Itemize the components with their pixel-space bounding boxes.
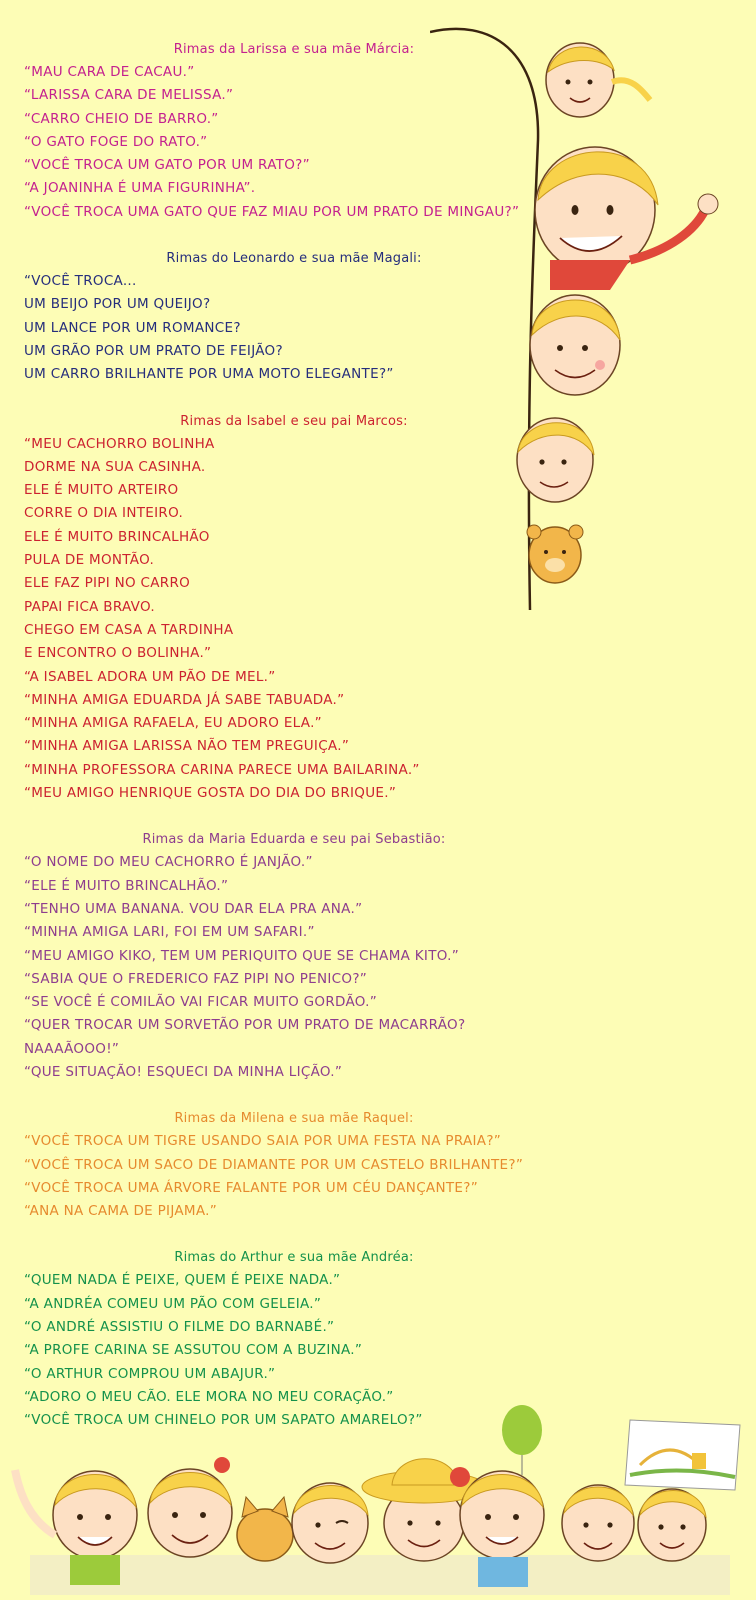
rhyme-line: “A ISABEL ADORA UM PÃO DE MEL.” <box>24 668 276 685</box>
rhyme-line: “MINHA AMIGA RAFAELA, EU ADORO ELA.” <box>24 715 322 732</box>
rhyme-line: “O ARTHUR COMPROU UM ABAJUR.” <box>24 1365 276 1382</box>
section-maria-eduarda <box>24 828 584 1084</box>
rhyme-line: UM GRÃO POR UM PRATO DE FEIJÃO? <box>24 342 283 359</box>
section-title: Rimas do Arthur e sua mãe Andréa: <box>174 1250 414 1266</box>
rhyme-line: “TENHO UMA BANANA. VOU DAR ELA PRA ANA.” <box>24 900 363 917</box>
section-title: Rimas da Isabel e seu pai Marcos: <box>180 413 408 429</box>
kids-peeking-illustration <box>430 20 730 620</box>
rhyme-line: “VOCÊ TROCA UMA GATO QUE FAZ MIAU POR UM PRATO DE MINGAU?” <box>24 203 520 220</box>
kid-face-1 <box>546 43 650 117</box>
rhyme-line: “MINHA AMIGA EDUARDA JÁ SABE TABUADA.” <box>24 691 345 708</box>
rhyme-line: “MEU AMIGO HENRIQUE GOSTA DO DIA DO BRIQUE.” <box>24 785 397 802</box>
rhyme-line: “MAU CARA DE CACAU.” <box>24 64 195 80</box>
rhyme-line: “ELE É MUITO BRINCALHÃO.” <box>24 877 229 894</box>
rhyme-line: “LARISSA CARA DE MELISSA.” <box>24 87 234 104</box>
rhyme-line: NAAAÃOOO!” <box>24 1040 120 1057</box>
rhyme-line: “QUE SITUAÇÃO! ESQUECI DA MINHA LIÇÃO.” <box>24 1063 343 1080</box>
rhyme-line: PULA DE MONTÃO. <box>24 552 155 569</box>
rhyme-line: “A ANDRÉA COMEU UM PÃO COM GELEIA.” <box>24 1295 322 1312</box>
rhyme-line: “VOCÊ TROCA UM SACO DE DIAMANTE POR UM CASTELO BRILHANTE?” <box>24 1156 524 1173</box>
rhyme-line: “VOCÊ TROCA... <box>24 273 137 290</box>
section-title: Rimas da Milena e sua mãe Raquel: <box>174 1111 414 1127</box>
drawing-sign <box>625 1420 740 1490</box>
rhyme-line: “A JOANINHA É UMA FIGURINHA”. <box>24 180 256 197</box>
rhyme-line: “MINHA AMIGA LARISSA NÃO TEM PREGUIÇA.” <box>24 738 350 755</box>
rhyme-line: DORME NA SUA CASINHA. <box>24 458 206 475</box>
section-title: Rimas do Leonardo e sua mãe Magali: <box>166 251 422 267</box>
rhyme-line: “ADORO O MEU CÃO. ELE MORA NO MEU CORAÇÃO.” <box>24 1388 394 1405</box>
rhyme-line: UM BEIJO POR UM QUEIJO? <box>24 296 211 313</box>
rhyme-line: ELE É MUITO ARTEIRO <box>24 482 179 499</box>
section-title: Rimas da Maria Eduarda e seu pai Sebastião: <box>142 832 446 848</box>
cat-face <box>237 1497 293 1561</box>
kid-face-row-3 <box>292 1483 368 1563</box>
rhyme-line: ELE FAZ PIPI NO CARRO <box>24 575 191 592</box>
kid-face-2 <box>535 147 718 290</box>
rhyme-line: “CARRO CHEIO DE BARRO.” <box>24 110 219 127</box>
rhyme-line: “QUEM NADA É PEIXE, QUEM É PEIXE NADA.” <box>24 1272 341 1289</box>
section-title: Rimas da Larissa e sua mãe Márcia: <box>173 42 415 57</box>
rhyme-line: “O NOME DO MEU CACHORRO É JANJÃO.” <box>24 854 313 871</box>
kid-face-row-2 <box>148 1457 232 1557</box>
rhyme-line: “SE VOCÊ É COMILÃO VAI FICAR MUITO GORDÃO.” <box>24 994 378 1011</box>
rhyme-line: “A PROFE CARINA SE ASSUTOU COM A BUZINA.” <box>24 1342 363 1359</box>
rhyme-line: “O ANDRÉ ASSISTIU O FILME DO BARNABÉ.” <box>24 1319 335 1336</box>
section-milena <box>24 1107 584 1223</box>
rhyme-line: “MINHA PROFESSORA CARINA PARECE UMA BAILARINA.” <box>24 761 420 778</box>
rhyme-line: “MINHA AMIGA LARI, FOI EM UM SAFARI.” <box>24 924 315 941</box>
rhyme-line: “VOCÊ TROCA UM TIGRE USANDO SAIA POR UMA FESTA NA PRAIA?” <box>24 1133 502 1150</box>
kid-face-4 <box>517 418 594 502</box>
rhyme-line: CHEGO EM CASA A TARDINHA <box>24 621 234 638</box>
kid-face-row-5 <box>562 1485 634 1561</box>
rhyme-line: UM LANCE POR UM ROMANCE? <box>24 319 241 336</box>
rhyme-line: E ENCONTRO O BOLINHA.” <box>24 645 212 662</box>
rhyme-line: “ANA NA CAMA DE PIJAMA.” <box>24 1203 218 1220</box>
rhyme-line: UM CARRO BRILHANTE POR UMA MOTO ELEGANTE?” <box>24 366 394 383</box>
rhyme-line: “MEU AMIGO KIKO, TEM UM PERIQUITO QUE SE CHAMA KITO.” <box>24 947 460 964</box>
rhyme-line: “VOCÊ TROCA UMA ÁRVORE FALANTE POR UM CÉU DANÇANTE?” <box>24 1179 478 1196</box>
bear-face <box>527 525 583 583</box>
rhyme-line: ELE É MUITO BRINCALHÃO <box>24 528 210 545</box>
rhyme-line: “SABIA QUE O FREDERICO FAZ PIPI NO PENICO?” <box>24 970 368 987</box>
rhyme-line: “VOCÊ TROCA UM CHINELO POR UM SAPATO AMARELO?” <box>24 1412 423 1429</box>
balloon <box>502 1405 542 1475</box>
rhyme-line: “QUER TROCAR UM SORVETÃO POR UM PRATO DE MACARRÃO? <box>24 1017 466 1034</box>
rhyme-line: “MEU CACHORRO BOLINHA <box>24 435 215 452</box>
rhyme-line: PAPAI FICA BRAVO. <box>24 598 155 615</box>
rhyme-line: “VOCÊ TROCA UM GATO POR UM RATO?” <box>24 157 310 174</box>
rhyme-line: “O GATO FOGE DO RATO.” <box>24 133 208 150</box>
rhyme-line: CORRE O DIA INTEIRO. <box>24 505 184 522</box>
kid-face-3 <box>530 295 620 395</box>
kid-face-row-6 <box>638 1489 706 1561</box>
kids-row-illustration <box>0 1405 756 1595</box>
